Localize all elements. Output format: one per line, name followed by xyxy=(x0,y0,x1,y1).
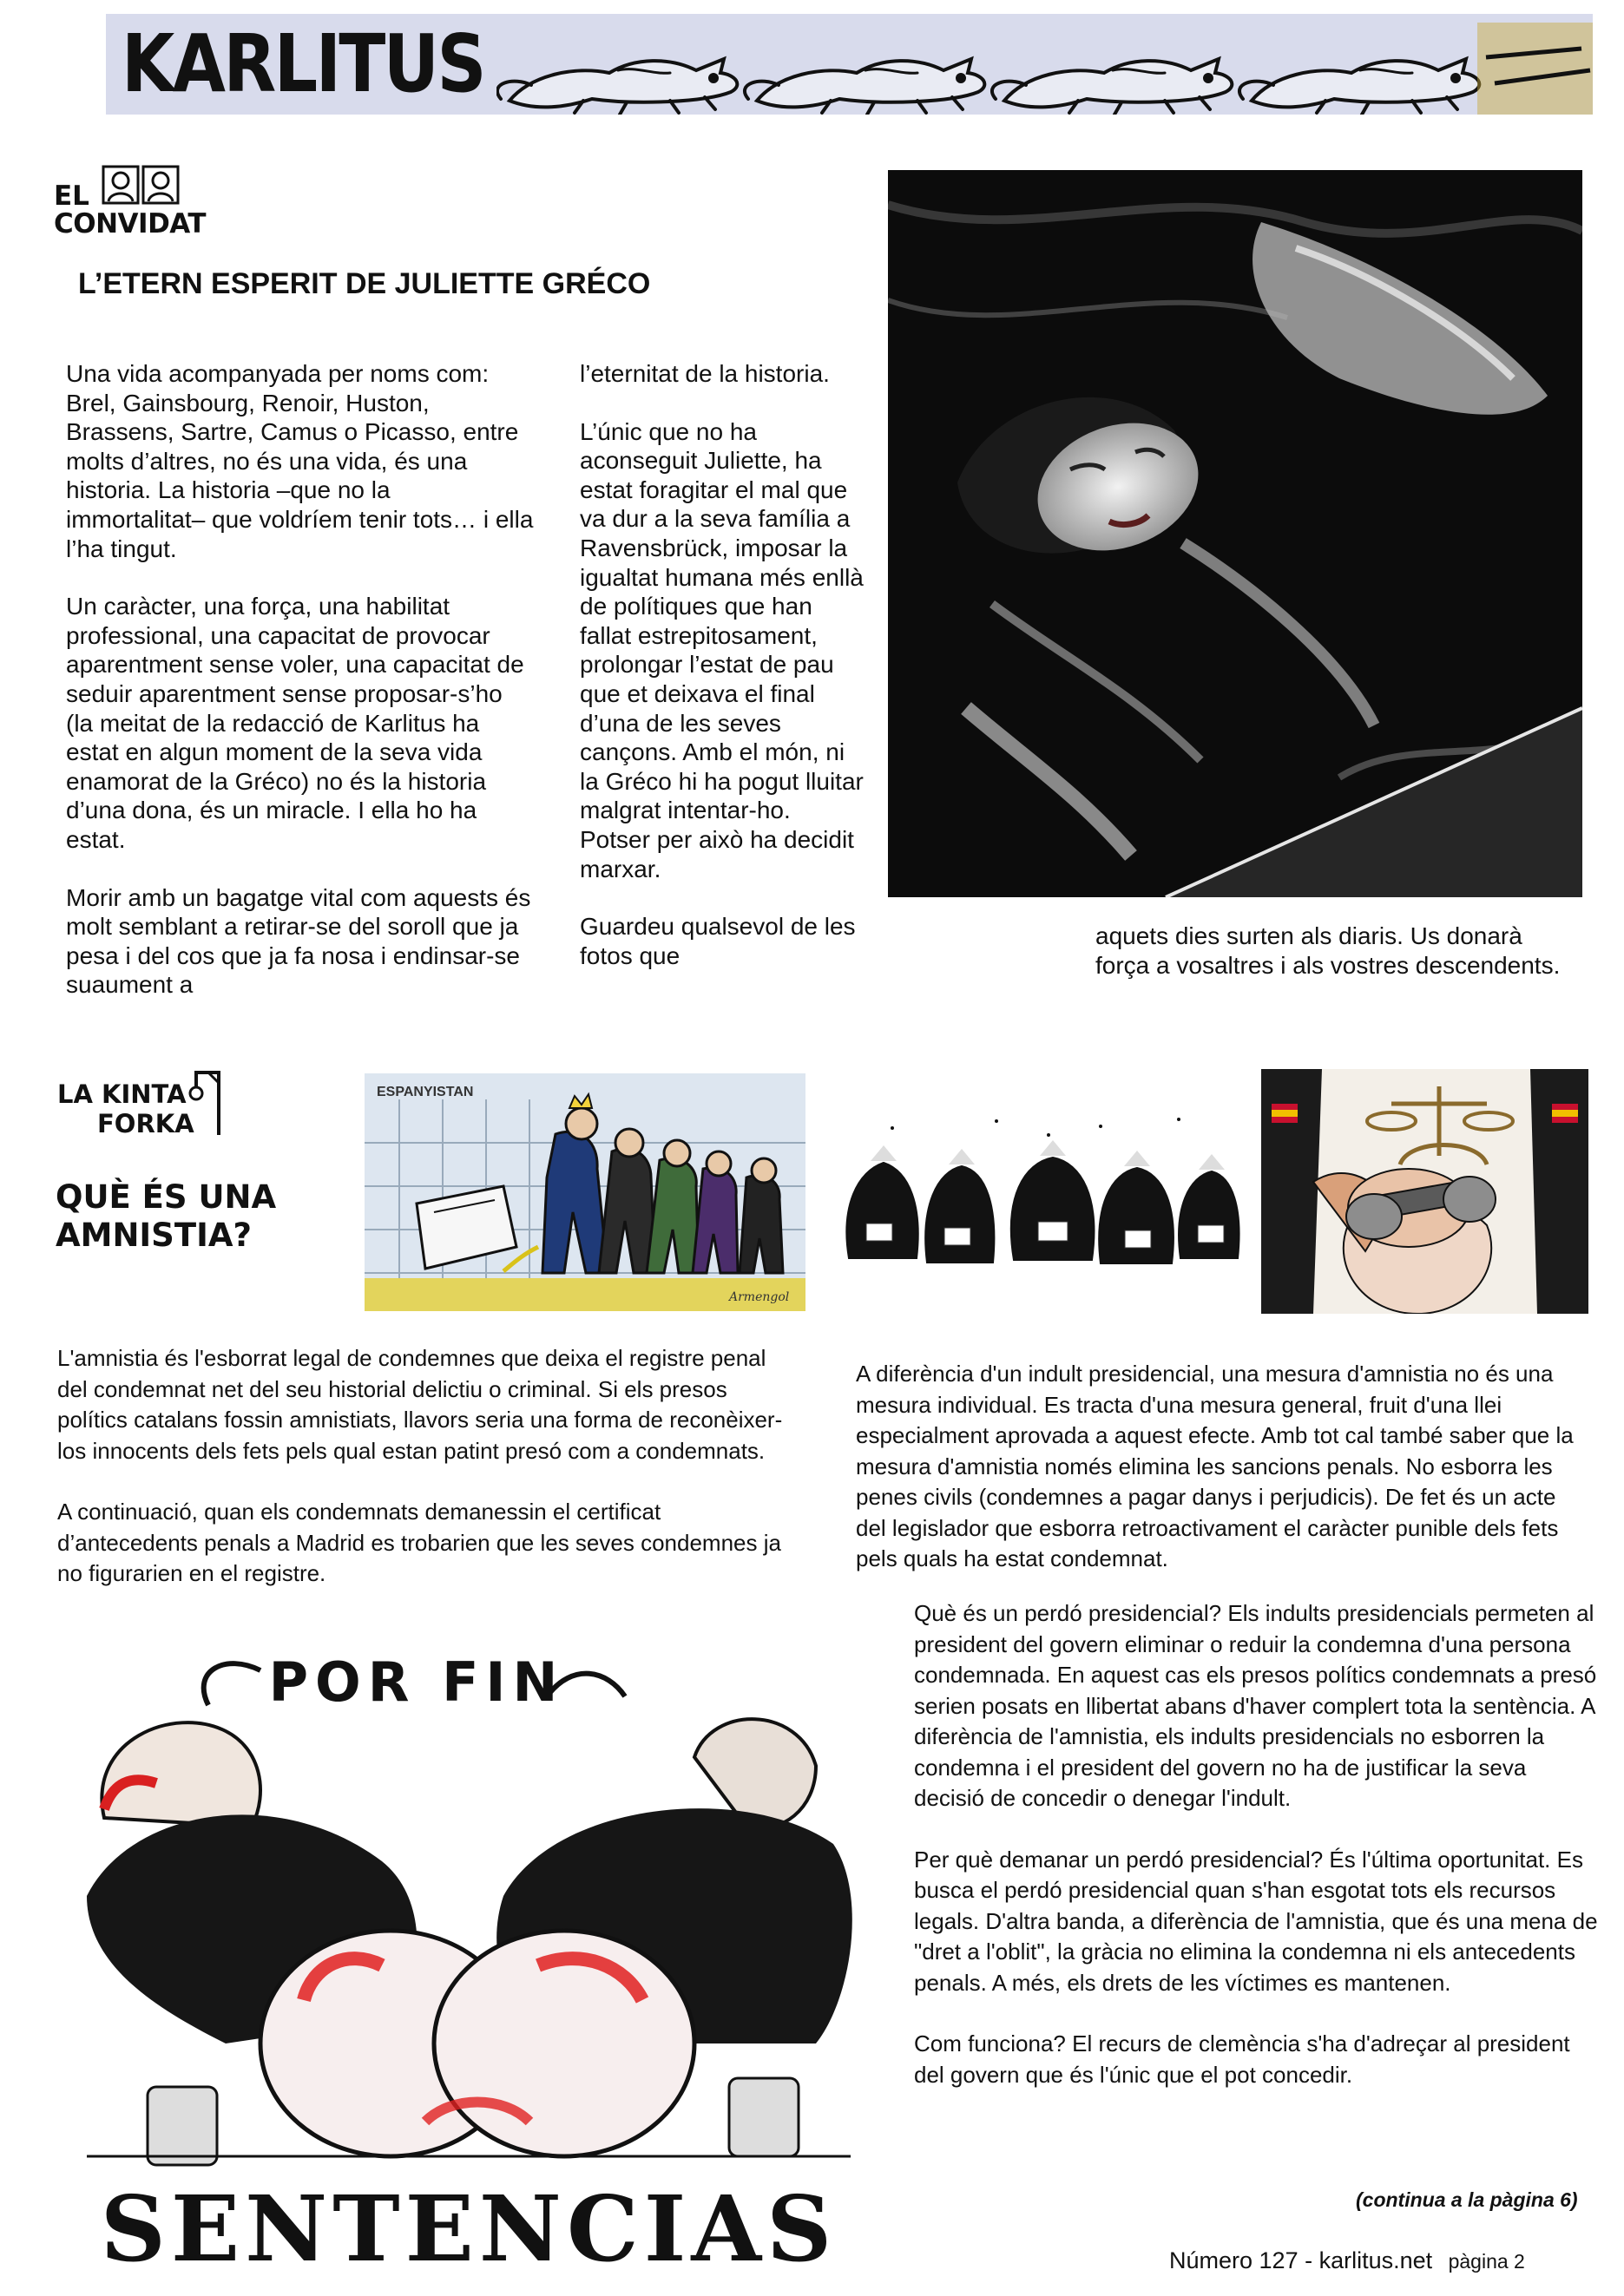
kinta-headline-line1: QUÈ ÉS UNA xyxy=(56,1178,277,1216)
guest-col1-para-2: Un caràcter, una força, una habilitat professional, una capacitat de provocar aparentment sense voler, una capacitat de seduir aparentment sense proposar-s’ho (la meitat de la redacció de Karlitus ha estat en algun moment de la seva vida enamorat de la Gréco) no és la historia d’una dona, és un miracle. I ella ho ha estat. xyxy=(66,593,524,853)
guest-column-3: aquets dies surten als diaris. Us donarà força a vosaltres i als vostres descendents. xyxy=(1095,922,1561,979)
sentencias-caption: SENTENCIAS xyxy=(100,2175,838,2282)
amnesty-right-text-1: A diferència d'un indult presidencial, una mesura d'amnistia no és una mesura individual. Es tracta d'una mesura general, fruit d'una llei especialment aprovada a aquest efecte. Amb tot cal també saber que la mesura d'amnistia només elimina les sancions penals. No esborra les penes civils (condemnes a pagar danys i perjudicis). De fet és un acte del legislador que esborra retroactivament el caràcter punible dels fets pels quals ha estat condemnat. xyxy=(856,1361,1574,1571)
continua-note: (continua a la pàgina 6) xyxy=(1356,2188,1578,2211)
espanyistan-signature: Armengol xyxy=(729,1290,790,1304)
sentencias-cartoon xyxy=(52,1636,885,2282)
justice-cartoon xyxy=(1261,1069,1588,1314)
guest-column-1 xyxy=(66,359,535,1028)
amnesty-left-para-2: A continuació, quan els condemnats demanessin el certificat d’antecedents penals a Madrid es trobarien que les seves condemnes ja no figurarien en el registre. xyxy=(57,1499,781,1586)
guest-col2-para-3: Guardeu qualsevol de les fotos que xyxy=(580,913,856,969)
footer-page: pàgina 2 xyxy=(1448,2250,1525,2273)
footer-issue: Número 127 - karlitus.net xyxy=(1169,2247,1433,2273)
footer xyxy=(1169,2247,1594,2282)
kinta-headline xyxy=(56,1178,276,1255)
masthead xyxy=(106,14,1593,115)
amnesty-right-text-2 xyxy=(914,1598,1600,2121)
guest-col1-para-1: Una vida acompanyada per noms com: Brel, Gainsbourg, Renoir, Huston, Brassens, Sartre, Camus o Picasso, entre molts d’altres, no és una vida, és una historia. La historia –que no la immortalitat– que voldríem tenir tots… i ella l’ha tingut. xyxy=(66,360,534,562)
black-bags-cartoon xyxy=(840,1111,1241,1276)
el-convidat-tag-line2: CONVIDAT xyxy=(54,208,207,239)
masthead-title: KARLITUS xyxy=(122,17,484,110)
amnesty-left-para-1: L'amnistia és l'esborrat legal de condemnes que deixa el registre penal del condemnat net del seu historial delictiu o criminal. Si els presos polítics catalans fossin amnistiats, llavors seria una forma de reconèixer-los innocents dels fets pels qual estan patint presó com a condemnats. xyxy=(57,1345,783,1464)
espanyistan-label: ESPANYISTAN xyxy=(377,1085,474,1099)
la-kinta-forka-tag xyxy=(57,1067,231,1137)
guest-col2-para-1: l’eternitat de la historia. xyxy=(580,360,830,387)
guest-headline: L’ETERN ESPERIT DE JULIETTE GRÉCO xyxy=(78,267,651,300)
amnesty-right-para-2: Per què demanar un perdó presidencial? És l'última oportunitat. Es busca el perdó presidencial quan s'han esgotat tots els recursos legals. D'altra banda, a diferència de l'amnistia, que és una mena de "dret a l'oblit", la gràcia no elimina la condemna ni els antecedents penals. A més, els drets de les víctimes es mantenen. xyxy=(914,1846,1598,1996)
gallows-icon xyxy=(187,1067,229,1137)
guest-col2-para-2: L’únic que no ha aconseguit Juliette, ha estat foragitar el mal que va dur a la seva família a Ravensbrück, imposar la igualtat humana més enllà de polítiques que han fallat estrepitosament, prolongar l’estat de pau que et deixava el final d’una de les seves cançons. Amb el món, ni la Gréco hi ha pogut lluitar malgrat intentar-ho. Potser per això ha decidit marxar. xyxy=(580,417,864,882)
speech-bubble-text: POR FIN xyxy=(268,1650,565,1714)
el-convidat-tag xyxy=(54,165,227,247)
amnesty-left-text xyxy=(57,1343,791,1620)
amnesty-right-para-1: Què és un perdó presidencial? Els indults presidencials permeten al president del govern eliminar o reduir la condemna d'una persona condemnada. En aquest cas els presos polítics condemnats a presó serien posats en llibertat abans d'haver complert tota la sentència. A diferència de l'amnistia, els indults presidencials no esborren la condemna i el president del govern no ha de justificar la seva decisió de concedir o denegar l'indult. xyxy=(914,1600,1597,1811)
juliette-greco-photo xyxy=(888,170,1582,897)
la-kinta-forka-tag-line1: LA KINTA xyxy=(57,1079,187,1109)
guest-column-2 xyxy=(580,359,866,999)
amnesty-right-para-3: Com funciona? El recurs de clemència s'ha d'adreçar al president del govern que és l'únic que el pot concedir. xyxy=(914,2030,1570,2088)
rats-illustration xyxy=(496,23,1593,115)
el-convidat-tag-line1: EL xyxy=(54,180,89,212)
portraits-icon xyxy=(102,165,181,205)
la-kinta-forka-tag-line2: FORKA xyxy=(97,1109,194,1138)
kinta-headline-line2: AMNISTIA? xyxy=(56,1217,252,1254)
espanyistan-cartoon xyxy=(365,1073,805,1311)
guest-col1-para-3: Morir amb un bagatge vital com aquests és molt semblant a retirar-se del soroll que ja pesa i del cos que ja fa nosa i endinsar-se suaument a xyxy=(66,883,531,999)
